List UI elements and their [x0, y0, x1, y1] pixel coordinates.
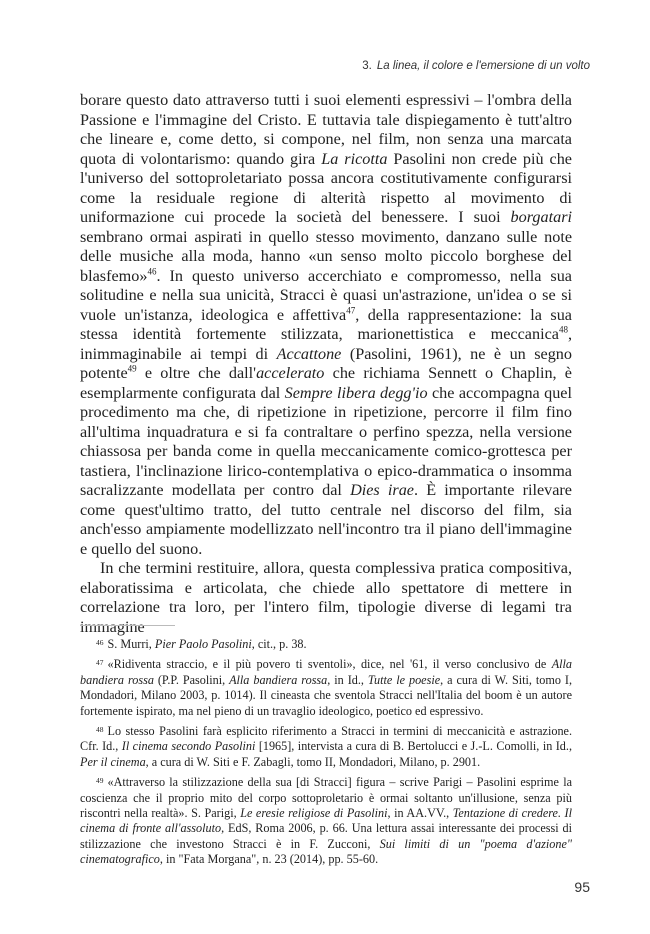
text-run: , a cura di W. Siti, tomo I, Mondadori, Milano 2003, p. 1014). Il cineasta che sventola Stracci nell'Italia del boom è un autore fortemente ispirato, ma nel pieno di un travaglio ideologico, poetico ed espressivo.: [80, 672, 573, 718]
book-title: Tutte le poesie: [367, 672, 441, 687]
footnote-ref-47[interactable]: 47: [346, 305, 356, 316]
footnote-separator: [80, 625, 175, 626]
chapter-number: 3.: [362, 60, 372, 72]
text-run: Lo stesso Pasolini farà esplicito riferimento a Stracci in termini di meccanicità e astrazione. Cfr. Id.,: [80, 724, 572, 754]
text-run: «Ridiventa straccio, e il più povero ti sventoli», dice, nel '61, il verso conclusivo de: [107, 657, 552, 672]
text-run: , in Id.,: [327, 672, 368, 687]
body-text: [80, 91, 572, 637]
footnotes: [80, 637, 572, 873]
essay-title: Sui limiti di un "poema d'azione" cinematografico: [80, 836, 572, 867]
text-run: , a cura di W. Siti e F. Zabagli, tomo II, Mondadori, Milano, p. 2901.: [145, 754, 481, 769]
footnote-ref-46[interactable]: 46: [147, 266, 157, 277]
poem-title: Alla bandiera rossa: [229, 672, 328, 687]
page-number: 95: [574, 879, 590, 895]
text-run: . In questo universo accerchiato e compromesso, nella sua solitudine e nella sua unicità, Stracci è quasi un'astrazione, un'idea o se si vuole un'istanza, ideologica e affettiva: [80, 266, 572, 324]
text-run: S. Murri,: [107, 637, 155, 651]
text-run: EdS, Roma 2006, p. 66. Una lettura assai interessante dei processi di stilizzazione che investono Stracci è in F. Zucconi,: [80, 821, 572, 851]
footnote-ref-49[interactable]: 49: [127, 363, 137, 374]
text-run: (Pasolini, 1961), ne è un segno potente: [80, 344, 572, 382]
running-header: [362, 60, 590, 72]
music-title-dies-irae: Dies irae: [350, 481, 414, 499]
footnote-number: 46: [96, 638, 104, 647]
term-borgatari: borgatari: [510, 208, 572, 226]
text-run: che accompagna quel procedimento ma che, di ripetizione in ripetizione, percorre il film fino all'ultima inquadratura e si fa contraltare o perfino spezza, nella versione chiassosa per banda come in quella meccanicamente comico-grottesca per tastiera, l'inclinazione lirico-contemplativa o epico-drammatica o insomma sacralizzante modellata per contro dal: [80, 383, 572, 499]
film-title-accattone: Accattone: [276, 344, 342, 363]
footnote-number: 48: [96, 725, 104, 735]
text-run: , inimmaginabile ai tempi di: [80, 325, 572, 363]
paragraph-1: [80, 91, 572, 559]
footnote-48: [80, 724, 572, 770]
book-title: Per il cinema: [80, 754, 146, 769]
chapter-title: La linea, il colore e l'emersione di un volto: [376, 60, 590, 72]
footnote-number: 49: [96, 776, 104, 786]
text-run: , della rappresentazione: la sua stessa identità fortemente stilizzata, marionettistica e meccanica: [80, 305, 572, 343]
text-run: , in AA.VV.,: [387, 806, 453, 821]
text-run: , in "Fata Morgana", n. 23 (2014), pp. 55-60.: [159, 852, 379, 867]
footnote-number: 47: [96, 658, 104, 668]
footnote-ref-48[interactable]: 48: [558, 324, 568, 335]
text-run: «Attraverso la stilizzazione della sua [di Stracci] figura – scrive Parigi – Pasolini esprime la coscienza che il proprio mito del corpo sottoproletario è ormai soltanto un'illusione, senza più riscontri nella realtà». S. Parigi,: [80, 775, 572, 821]
film-title-la-ricotta: La ricotta: [321, 149, 388, 168]
text-run: che richiama Sennett o Chaplin, è esemplarmente configurata dal: [80, 364, 572, 402]
music-title-sempre-libera: Sempre libera degg'io: [284, 383, 428, 402]
book-title: Pier Paolo Pasolini: [154, 637, 252, 651]
book-title: Tentazione di credere. Il cinema di fronte all'assoluto,: [80, 806, 573, 836]
text-run: , cit., p. 38.: [251, 637, 307, 651]
term-accelerato: accelerato: [256, 364, 325, 382]
book-title: Il cinema secondo Pasolini: [121, 739, 256, 754]
essay-title: Le eresie religiose di Pasolini: [240, 806, 388, 821]
footnote-46: [80, 637, 572, 652]
footnote-47: [80, 657, 572, 719]
text-run: Pasolini non crede più che l'universo del sottoproletariato possa ancora costitutivamente configurarsi come la residuale regione di alterità rispetto al movimento di uniformazione cui procede la società del benessere. I suoi: [80, 149, 572, 226]
paragraph-2: In che termini restituire, allora, questa complessiva pratica compositiva, elaboratissima e articolata, che chiede allo spettatore di mettere in correlazione tra loro, per l'intero film, tipologie diverse di legami tra immagine: [80, 559, 572, 636]
text-run: sembrano ormai aspirati in quello stesso movimento, danzano sulle note delle musiche alla moda, hanno «un senso molto piccolo borghese del blasfemo»: [80, 227, 572, 285]
text-run: . È importante rilevare come quest'ultimo tratto, del tutto centrale nel discorso del film, sia anch'esso ampiamente modellizzato nell'incontro tra il piano dell'immagine e quello del suono.: [80, 481, 572, 558]
poem-title: Alla bandiera rossa: [80, 657, 572, 687]
text-run: e oltre che dall': [136, 364, 257, 382]
text-run: [1965], intervista a cura di B. Bertolucci e J.-L. Comolli, in Id.,: [255, 739, 572, 754]
text-run: (P.P. Pasolini,: [153, 672, 230, 687]
text-run: borare questo dato attraverso tutti i suoi elementi espressivi – l'ombra della Passione e l'immagine del Cristo. E tuttavia tale dispiegamento è tutt'altro che lineare e, come detto, si compone, nel film, non senza una marcata quota di volontarismo: quando gira: [80, 91, 572, 168]
footnote-49: [80, 775, 572, 867]
